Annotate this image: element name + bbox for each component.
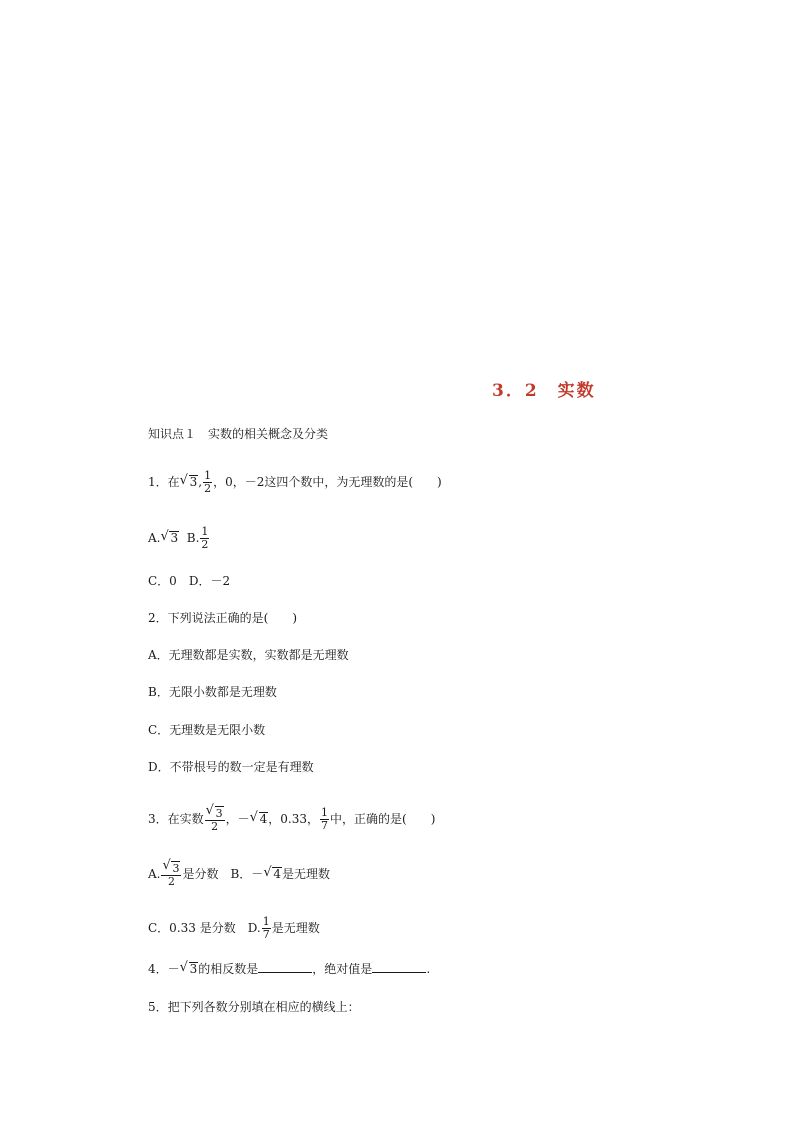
question-1 [148, 470, 442, 495]
section-heading: 知识点１ 实数的相关概念及分类 [148, 427, 329, 441]
q3-sqrt-4-radicand: 4 [259, 812, 268, 826]
q3-option-a-radicand: 3 [172, 862, 180, 875]
sqrt-symbol [251, 811, 269, 827]
q3-fraction-2 [320, 807, 329, 832]
q2-option-c: C．无理数是无限小数 [148, 723, 266, 737]
q1-option-b-numerator: 1 [201, 525, 209, 538]
q3-option-b-radicand: 4 [273, 867, 281, 881]
q3-option-a-fraction [161, 861, 181, 888]
q1-option-a-label: A. [148, 531, 161, 545]
q3-options-cd [148, 916, 320, 941]
q1-fraction [203, 470, 212, 495]
q4-radicand: 3 [189, 962, 198, 976]
q3-option-b-tail: 是无理数 [281, 867, 330, 881]
q3-option-a-numerator [161, 861, 181, 876]
q3-option-d-tail: 是无理数 [271, 921, 320, 935]
q1-prefix: 1．在 [148, 475, 180, 489]
q3-fraction-2-denominator: 7 [321, 819, 329, 832]
q3-prefix: 3．在实数 [148, 812, 204, 826]
q3-option-a-tail: 是分数 B．－ [182, 867, 264, 881]
answer-blank-2[interactable] [372, 961, 426, 973]
question-5-stem: 5．把下列各数分别填在相应的横线上： [148, 1000, 360, 1014]
q3-fraction-1-denominator: 2 [211, 820, 219, 833]
question-2-stem: 2．下列说法正确的是( ) [148, 611, 297, 625]
question-3 [148, 806, 435, 833]
q3-mid-1: ，－ [225, 812, 250, 826]
q3-option-a-denominator: 2 [167, 875, 175, 888]
q1-option-b-denominator: 2 [201, 538, 209, 551]
q1-option-a-radicand: 3 [170, 531, 179, 545]
q1-options-cd: C．0 D．－2 [148, 574, 231, 588]
q3-mid-2: ，0.33， [268, 812, 320, 826]
q3-option-d-fraction [262, 916, 271, 941]
q3-fraction-1-numerator [205, 806, 225, 821]
q2-option-a: A．无理数都是实数，实数都是无理数 [148, 648, 349, 662]
q2-option-b: B．无限小数都是无理数 [148, 685, 277, 699]
q1-fraction-denominator: 2 [204, 482, 212, 495]
sqrt-symbol [207, 806, 224, 820]
sqrt-symbol [181, 474, 199, 490]
q3-option-d-numerator: 1 [262, 915, 270, 928]
q4-mid-2: ，绝对值是 [312, 962, 373, 976]
q1-options-ab [148, 526, 210, 551]
q3-option-a-label: A. [148, 867, 161, 881]
q3-option-c-label: C．0.33 是分数 D. [148, 921, 261, 935]
page-title: 3．2 实数 [492, 381, 596, 401]
q3-fraction-1 [205, 806, 225, 833]
q1-option-b-fraction [200, 526, 209, 551]
sqrt-symbol [163, 861, 180, 875]
q4-prefix: 4．－ [148, 962, 180, 976]
q3-suffix: 中，正确的是( ) [330, 812, 436, 826]
q2-option-d: D．不带根号的数一定是有理数 [148, 760, 314, 774]
q1-option-b-label: B. [186, 531, 200, 545]
q1-rest: ，0，－2这四个数中，为无理数的是( ) [213, 475, 442, 489]
sqrt-symbol [264, 866, 282, 882]
question-4 [148, 961, 430, 977]
q1-sqrt-radicand: 3 [189, 475, 198, 489]
sqrt-symbol [181, 961, 199, 977]
answer-blank-1[interactable] [258, 961, 312, 973]
q3-options-ab [148, 861, 330, 888]
sqrt-symbol [161, 530, 179, 546]
q4-mid: 的相反数是 [198, 962, 259, 976]
q4-end: . [426, 962, 431, 976]
q1-comma: , [198, 475, 203, 489]
q3-option-d-denominator: 7 [262, 928, 270, 941]
q1-fraction-numerator: 1 [204, 469, 212, 482]
q3-fraction-2-numerator: 1 [321, 806, 329, 819]
q3-fraction-1-radicand: 3 [215, 807, 223, 820]
